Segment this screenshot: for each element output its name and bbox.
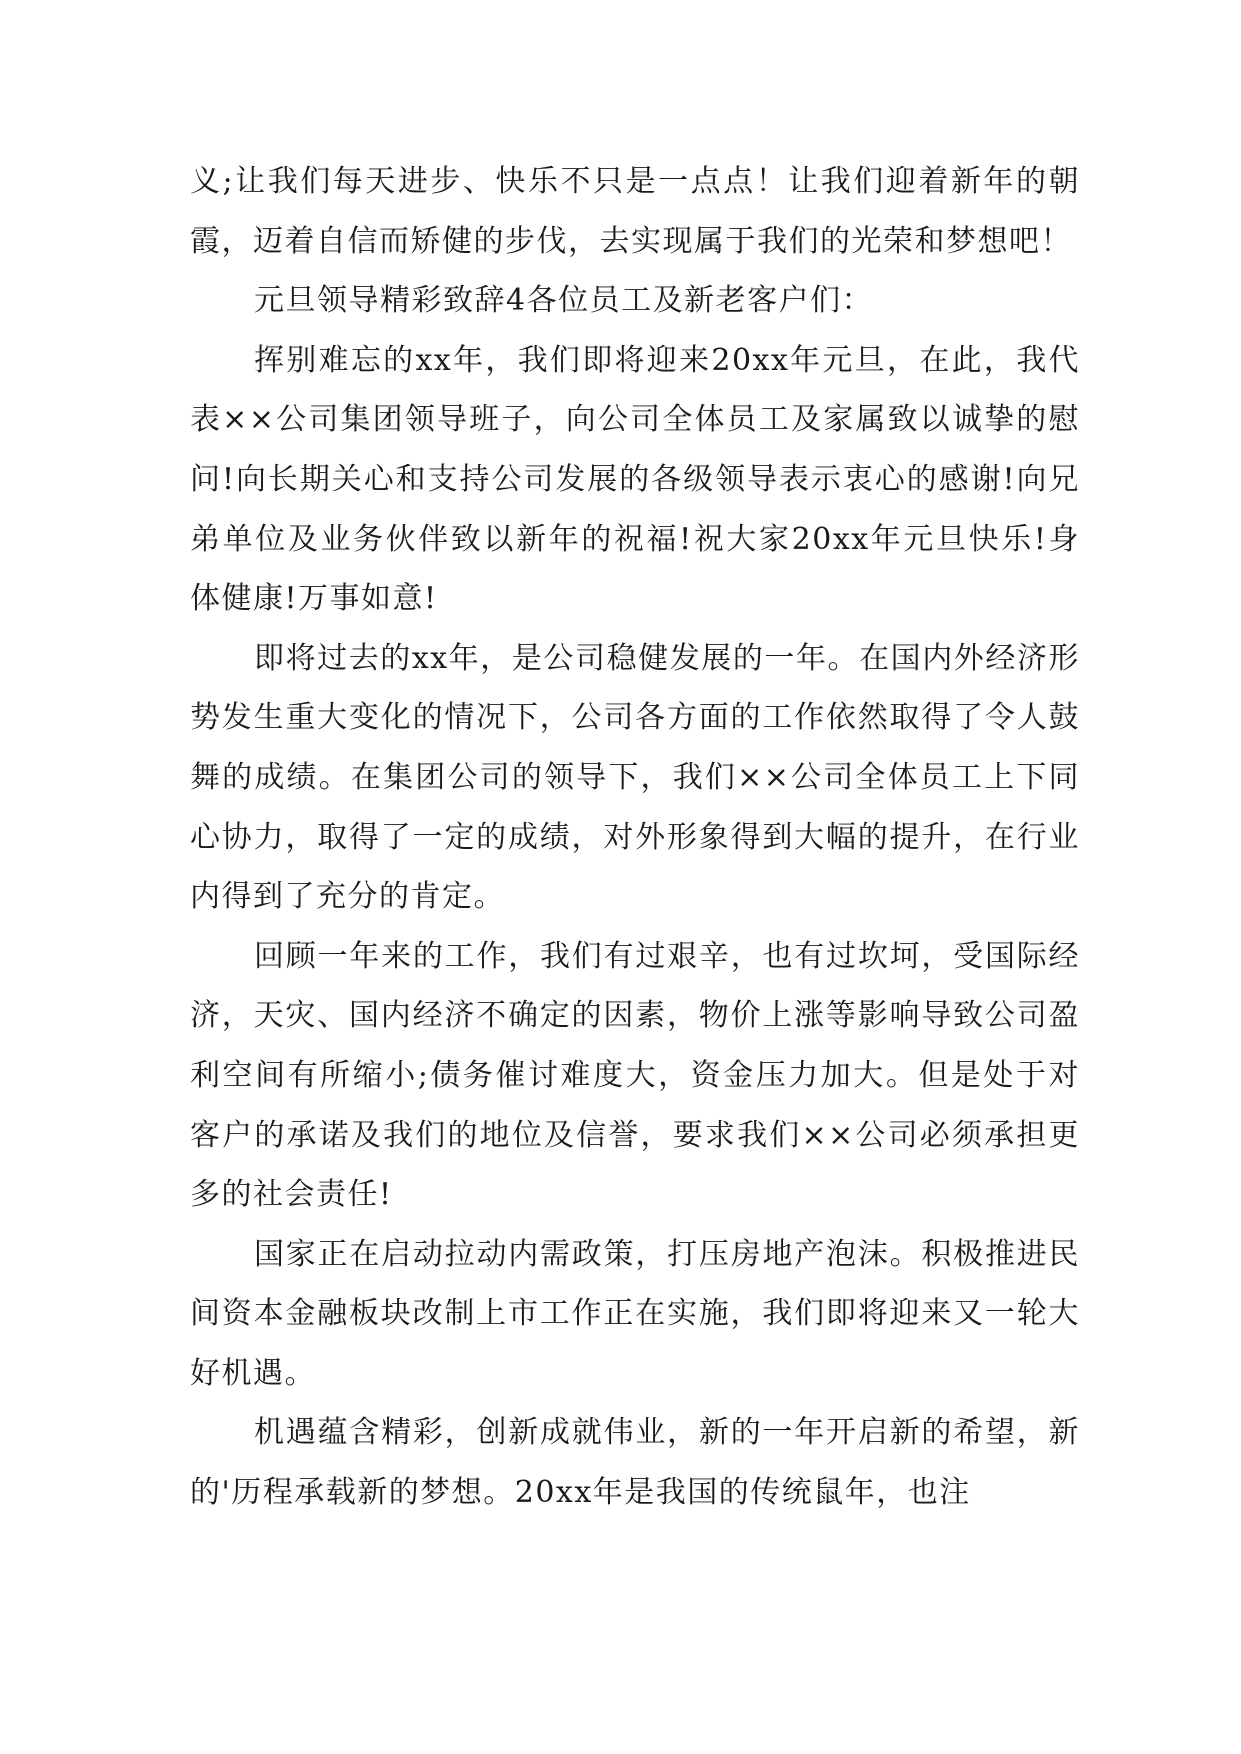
paragraph-4: 即将过去的xx年，是公司稳健发展的一年。在国内外经济形势发生重大变化的情况下，公司各方面的工作依然取得了令人鼓舞的成绩。在集团公司的领导下，我们××公司全体员工上下同心协力，取得了一定的成绩，对外形象得到大幅的提升，在行业内得到了充分的肯定。: [190, 640, 1080, 915]
paragraph-5: 回顾一年来的工作，我们有过艰辛，也有过坎坷，受国际经济，天灾、国内经济不确定的因素，物价上涨等影响导致公司盈利空间有所缩小;债务催讨难度大，资金压力加大。但是处于对客户的承诺及我们的地位及信誉，要求我们××公司必须承担更多的社会责任!: [190, 938, 1080, 1213]
paragraph-1: 义;让我们每天进步、快乐不只是一点点！让我们迎着新年的朝霞，迈着自信而矫健的步伐，去实现属于我们的光荣和梦想吧！: [190, 164, 1080, 259]
paragraph-7: 机遇蕴含精彩，创新成就伟业，新的一年开启新的希望，新的'历程承载新的梦想。20xx年是我国的传统鼠年，也注: [190, 1415, 1080, 1511]
document-body: [190, 152, 1080, 1523]
paragraph-6: 国家正在启动拉动内需政策，打压房地产泡沫。积极推进民间资本金融板块改制上市工作正在实施，我们即将迎来又一轮大好机遇。: [190, 1236, 1080, 1391]
paragraph-2: 元旦领导精彩致辞4各位员工及新老客户们：: [254, 283, 874, 319]
paragraph-3: 挥别难忘的xx年，我们即将迎来20xx年元旦，在此，我代表××公司集团领导班子，向公司全体员工及家属致以诚挚的慰问!向长期关心和支持公司发展的各级领导表示衷心的感谢!向兄弟单位及业务伙伴致以新年的祝福!祝大家20xx年元旦快乐!身体健康!万事如意!: [190, 342, 1080, 617]
